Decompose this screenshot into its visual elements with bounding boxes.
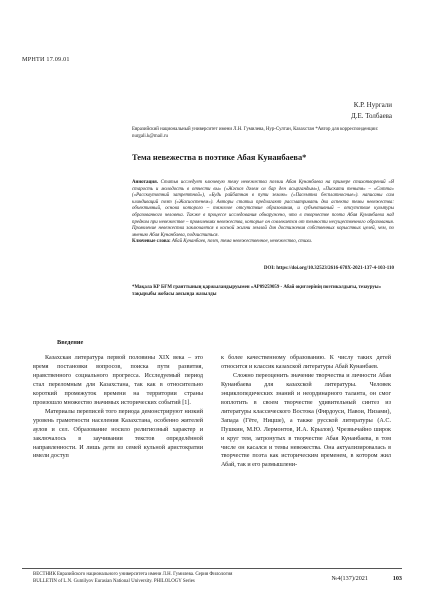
author-list [351,100,392,122]
page-number: 103 [392,575,402,582]
abstract-block [132,180,394,246]
journal-name-ru: ВЕСТНИК Евразийского национального университета имени Л.Н. Гумилева. Серия Филология [33,572,233,577]
paragraph: к более качественному образованию. К числу таких детей относится и классик казахской литературы Абай Кунанбаев. [221,355,391,370]
author-name: Д.Е. Толбаева [350,112,392,120]
mrnti-code: МРНТИ 17.09.01 [22,56,70,63]
article-title: Тема невежества в поэтике Абая Кунанбаева* [132,153,307,162]
keywords-label: Ключевые слова: [132,239,171,245]
footer-divider [22,568,402,569]
abstract-label: Аннотация. [132,180,158,185]
doi-link[interactable]: DOI: https://doi.org/10.32523/2616-678X-2021-137-4-103-110 [263,266,394,271]
journal-footer [33,572,232,585]
affiliation: Евразийский национальный университет имени Л.Н. Гумилева, Нур-Султан, Казахстан *Автор для корреспонденции: nurgali.k@mail.ru [132,127,379,139]
section-heading: Введение [57,339,84,346]
paragraph: Материалы переписей того периода демонстрируют низкий уровень грамотности населения Казахстана, особенно жителей аулов и сел. Образование носило религиозный характер и заключалось в заучивании текстов определённой направленности. И лишь дети из семей кульной аристократии имели доступ [33,408,203,460]
journal-name-en: BULLETIN of L.N. Gumilyov Eurasian National University. PHILOLOGY Series [33,578,195,584]
abstract-text: Статья исследует ключевую тему невежества поэзии Абая Кунанбаева на примере стихотворений «Я старость и молодость в отчести вы» («Жәскоз дәлем ол бар ден асыргандым»), «Пискати теньтя» – «Сотта» («Расскоутотний затреттной»), «Будь райбатная в пути землю» («Пасемтна бесплатносные»). написаны сам клиндиваций поэт («Жасиостенем»). Авторы статьи предлагают рассматривать два аспекта темы невежества: объективный, основа которого – тяжелое отсутствие образования, и субъективный – отсутствие культуры образованного человека. Также в процессе исследования обнаружено, что в творчестве поэта Абая Кунанбаева над предком при невежестве – проявлениях невежества, которые он совлекается от темности несущественного образования. Проявление невежества заключается в косной жизни землой для достижения собственных корыстных целей, чем, по мнению Абая Кунанбаева, подчиститься. [132,180,394,238]
paragraph: Сложно переоценить значение творчества и личности Абая Кунанбаева для казахской литературы. Человек энциклопедических знаний и неординарного таланта, он смог воплотить в своем творчестве удивительный синтез из литературы классического Востока (Фирдоуси, Навои, Низами), Запада (Гёте, Ницше), а также русской литературы (А.С. Пушкин, М.Ю. Лермонтов, И.А. Крылов). Чрезвычайно широк и круг тем, затронутых в творчестве Абая Кунанбаева, в том числе он касался и темы невежества. Она актуализировалась в творчестве поэта как историческим временем, в котором жил Абай, так и его размышлени- [221,372,391,469]
keywords-text: Абай Кунанбаев, поэт, тема невежественное, невежество, стихи. [171,239,313,245]
paragraph: Казахская литература первой половины XIX века – это время постановки вопросов, поиска пути развития, нравственного социального прогресса. Исследуемый период стал переломным для Казахстана, так как в относительно короткий промежуток времени на территории страны произошло множество значимых исторических событий [1]. [33,355,203,406]
issue-number: №4(137)/2021 [331,575,368,582]
funding-note: *Мақала КР БҒМ гранттының қаржыландыруымен «AP09259059 - Абай оқиғлерінің поэтикалдығы, тезауруы» тақырыбы жобасы аясында жазылды [132,285,382,297]
author-name: К.Р. Нургали [353,101,392,109]
body-column-left [33,354,203,461]
body-column-right [221,354,391,470]
